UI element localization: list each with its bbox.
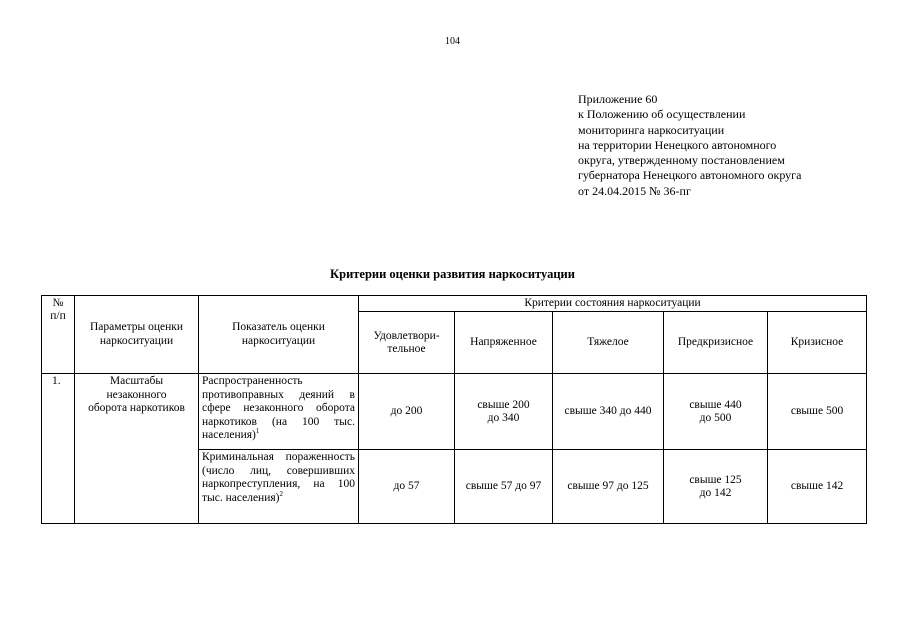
value-cell: свыше 125 до 142 xyxy=(664,450,768,524)
header-num: № п/п xyxy=(42,296,75,374)
table-row xyxy=(42,374,867,450)
indicator-text: Криминальная пораженность (число лиц, совершивших наркопреступления, на 100 тыс. населения) xyxy=(202,451,355,504)
page-number: 104 xyxy=(445,36,460,47)
criteria-table xyxy=(41,295,867,524)
appendix-line: от 24.04.2015 № 36-пг xyxy=(578,183,691,198)
appendix-line: на территории Ненецкого автономного xyxy=(578,137,777,152)
indicator-text: Распространенность противоправных деяний в сфере незаконного оборота наркотиков (на 100 тыс. населения) xyxy=(202,375,355,442)
value-cell: свыше 500 xyxy=(768,374,867,450)
appendix-line: мониторинга наркоситуации xyxy=(578,122,725,137)
footnote-mark: 2 xyxy=(279,489,283,498)
header-criteria-precrisis: Предкризисное xyxy=(664,312,768,374)
header-indicator: Показатель оценки наркоситуации xyxy=(199,296,359,374)
value-cell: свыше 142 xyxy=(768,450,867,524)
header-criteria-satisfactory: Удовлетвори- тельное xyxy=(359,312,455,374)
row-indicator xyxy=(199,374,359,450)
value-cell: свыше 57 до 97 xyxy=(455,450,553,524)
header-criteria-group: Критерии состояния наркоситуации xyxy=(359,296,867,312)
header-params: Параметры оценки наркоситуации xyxy=(75,296,199,374)
appendix-note xyxy=(578,92,878,199)
appendix-line: губернатора Ненецкого автономного округа xyxy=(578,168,802,183)
value-cell: свыше 200 до 340 xyxy=(455,374,553,450)
value-cell: до 200 xyxy=(359,374,455,450)
header-criteria-tense: Напряженное xyxy=(455,312,553,374)
value-cell: свыше 97 до 125 xyxy=(553,450,664,524)
document-title: Критерии оценки развития наркоситуации xyxy=(330,267,575,281)
value-cell: до 57 xyxy=(359,450,455,524)
row-indicator xyxy=(199,450,359,524)
appendix-line: округа, утвержденному постановлением xyxy=(578,153,785,168)
value-cell: свыше 440 до 500 xyxy=(664,374,768,450)
footnote-mark: 1 xyxy=(255,427,260,436)
header-criteria-severe: Тяжелое xyxy=(553,312,664,374)
row-number: 1. xyxy=(42,374,75,524)
appendix-line: Приложение 60 xyxy=(578,92,658,106)
header-criteria-crisis: Кризисное xyxy=(768,312,867,374)
value-cell: свыше 340 до 440 xyxy=(553,374,664,450)
appendix-line: к Положению об осуществлении xyxy=(578,107,746,122)
row-param: Масштабы незаконного оборота наркотиков xyxy=(75,374,199,524)
